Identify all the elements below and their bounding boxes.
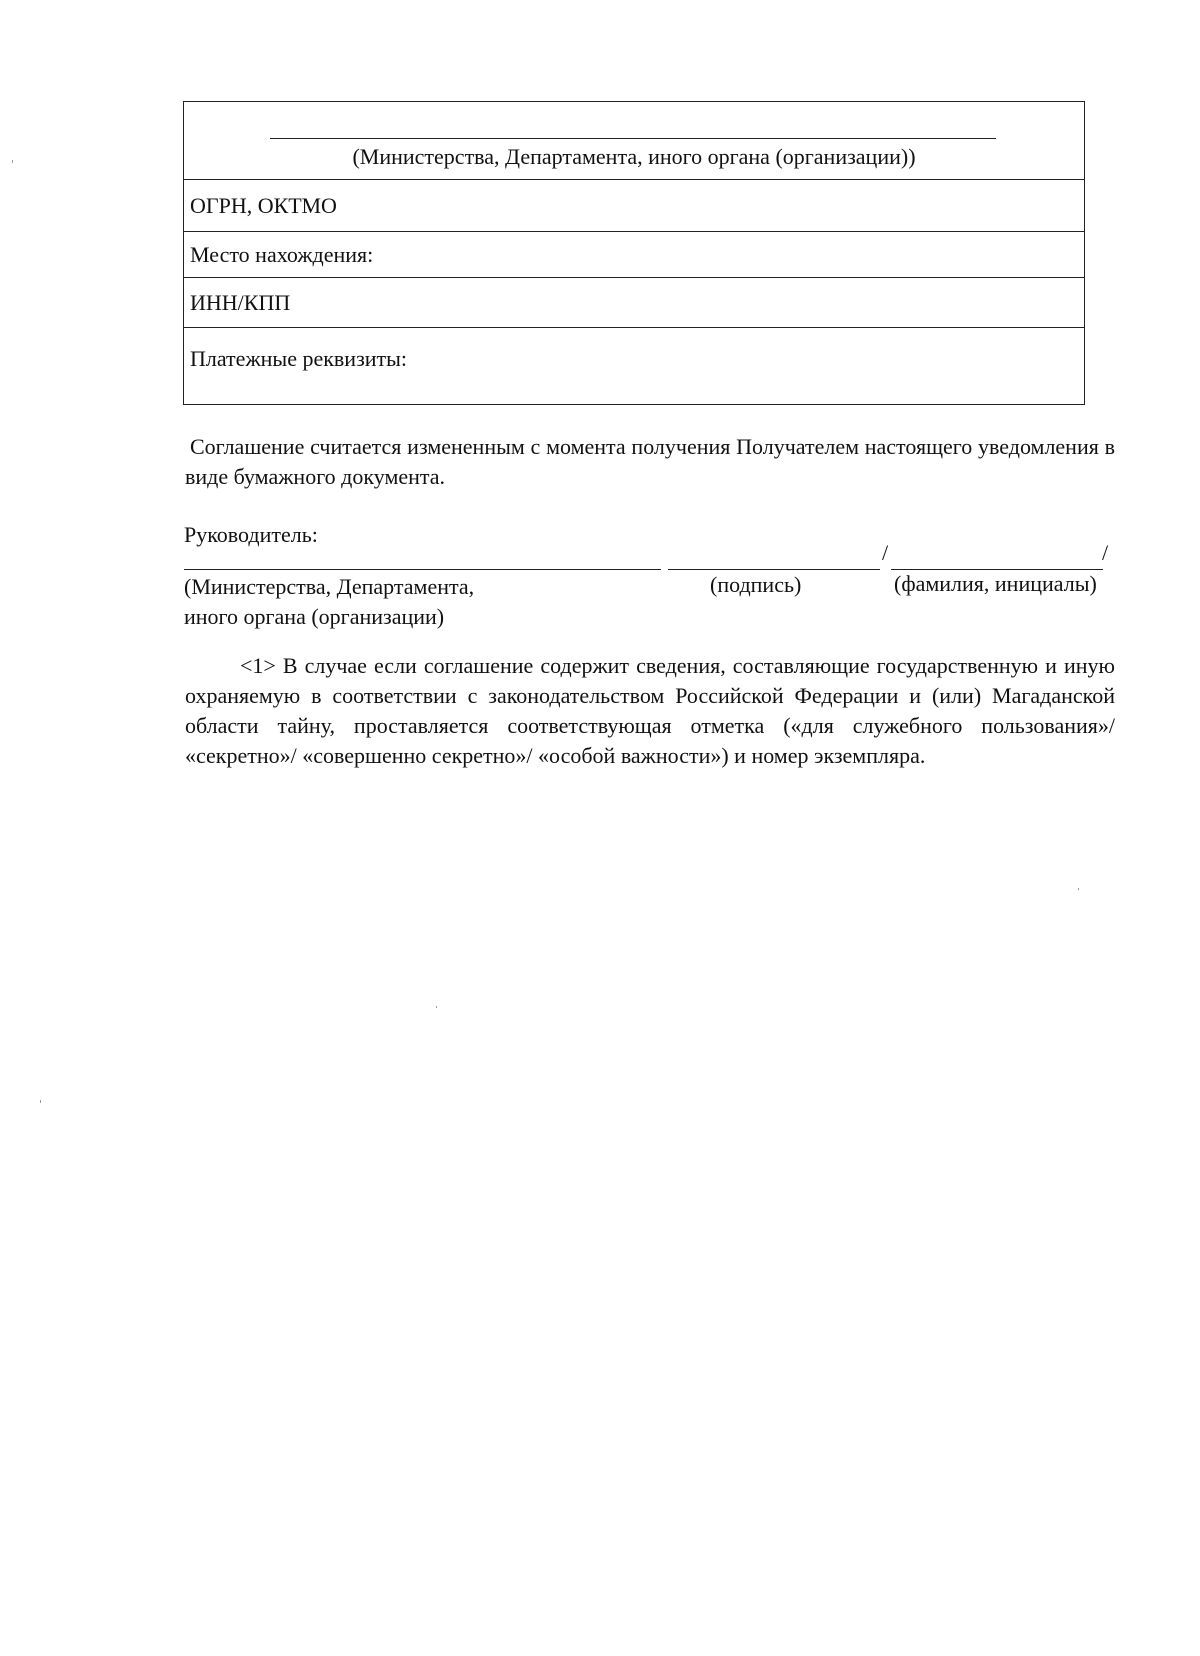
org-caption-line2: иного органа (организации)	[184, 604, 445, 629]
slash-separator: /	[1102, 540, 1109, 565]
org-name-line	[270, 138, 996, 139]
scan-speck	[1078, 888, 1079, 890]
org-caption: (Министерства, Департамента, иного органа (организации))	[352, 144, 916, 169]
requisites-org-row	[184, 102, 1084, 180]
org-caption-block	[184, 572, 474, 632]
payment-label: Платежные реквизиты:	[190, 346, 408, 371]
requisites-ogrn-row	[184, 180, 1084, 232]
inn-label: ИНН/КПП	[190, 289, 291, 315]
ogrn-label: ОГРН, ОКТМО	[190, 192, 337, 218]
name-caption: (фамилия, инициалы)	[894, 571, 1097, 596]
agreement-paragraph: Соглашение считается измененным с момента получения Получателем настоящего уведомления в виде бумажного документа.	[185, 434, 1115, 489]
scan-speck	[12, 160, 13, 163]
requisites-table	[183, 101, 1085, 405]
scan-speck	[40, 1100, 41, 1103]
address-label: Место нахождения:	[190, 241, 374, 267]
scan-speck	[436, 1006, 437, 1008]
org-signature-line	[184, 569, 661, 570]
sign-caption: (подпись)	[710, 572, 802, 597]
org-caption-line1: (Министерства, Департамента,	[184, 574, 475, 599]
requisites-address-row	[184, 232, 1084, 278]
head-label: Руководитель:	[184, 522, 318, 547]
requisites-payment-row	[184, 328, 1084, 404]
slash-separator: /	[882, 540, 889, 565]
requisites-inn-row	[184, 278, 1084, 328]
footnote-paragraph: <1> В случае если соглашение содержит сведения, составляющие государственную и иную охраняемую в соответствии с законодательством Российской Федерации и (или) Магаданской области тайну, проставляется соответствующая отметка («для служебного пользования»/ «секретно»/ «совершенно секретно»/ «особой важности») и номер экземпляра.	[185, 653, 1115, 768]
